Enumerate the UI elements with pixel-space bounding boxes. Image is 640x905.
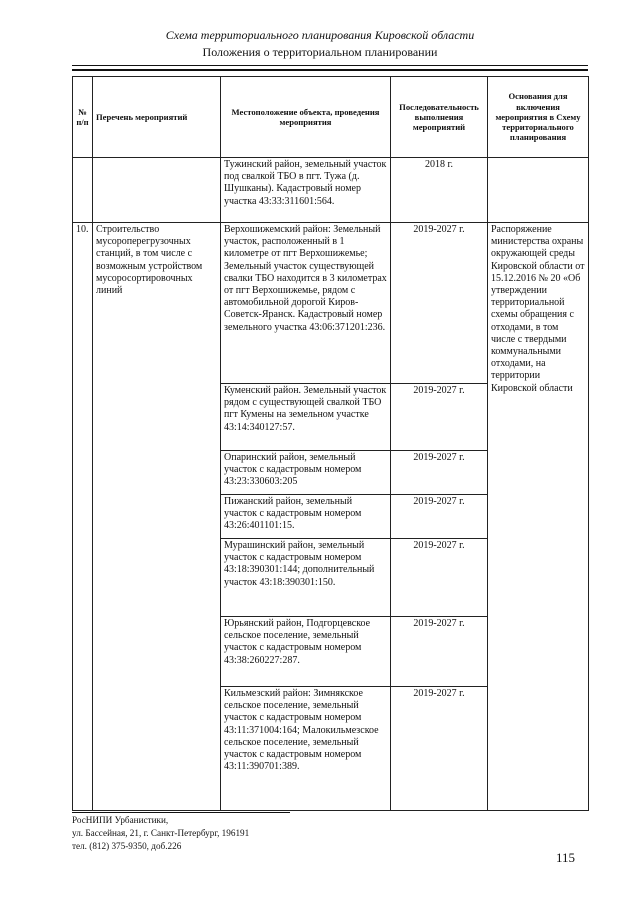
- date-cell: 2019-2027 г.: [391, 384, 488, 451]
- header-rule-thin: [72, 65, 588, 66]
- measure-empty: [93, 158, 221, 223]
- basis-cell: Распоряжение министерства охраны окружающей среды Кировской области от 15.12.2016 № 20 «Об утверждении территориальной схемы обращения с отходами, в том числе с твердыми коммунальными отходами, на территории Кировской области: [488, 223, 589, 811]
- footer-org: РосНИПИ Урбанистики,: [72, 815, 169, 825]
- table-row: [73, 223, 589, 384]
- header-rule-thick: [72, 69, 588, 71]
- date-cell: 2019-2027 г.: [391, 539, 488, 617]
- date-cell: 2019-2027 г.: [391, 617, 488, 687]
- measure-cell: Строительство мусороперегрузочных станций, в том числе с возможным устройством мусоросортировочных линий: [93, 223, 221, 811]
- location-cell: Мурашинский район, земельный участок с кадастровым номером 43:18:390301:144; дополнительный участок 43:18:390301:150.: [221, 539, 391, 617]
- location-cell: Верхошижемский район: Земельный участок, расположенный в 1 километре от пгт Верхошижемье; Земельный участок существующей свалки ТБО находится в 3 километрах от пгт Верхошижемье, рядом с автомобильной дорогой Киров-Советск-Яранск. Кадастровый номер земельного участка 43:06:371201:236.: [221, 223, 391, 384]
- document-subtitle: Положения о территориальном планировании: [202, 45, 438, 59]
- table-header-row: [73, 77, 589, 158]
- date-cell: 2018 г.: [391, 158, 488, 223]
- date-cell: 2019-2027 г.: [391, 495, 488, 539]
- location-cell: Кильмезский район: Зимнякское сельское поселение, земельный участок с кадастровым номером 43:11:371004:164; Малокильмезское сельское поселение, земельный участок с кадастровым номером 43:11:390701:389.: [221, 687, 391, 811]
- table-row: [73, 158, 589, 223]
- date-cell: 2019-2027 г.: [391, 687, 488, 811]
- header-sequence: Последовательность выполнения мероприятий: [391, 77, 488, 158]
- footer-address: ул. Бассейная, 21, г. Санкт-Петербург, 196191: [72, 828, 250, 838]
- footer-phone: тел. (812) 375-9350, доб.226: [72, 841, 182, 851]
- location-cell: Юрьянский район, Подгорцевское сельское поселение, земельный участок с кадастровым номером 43:38:260227:287.: [221, 617, 391, 687]
- header-location: Местоположение объекта, проведения мероприятия: [221, 77, 391, 158]
- basis-empty: [488, 158, 589, 223]
- measures-table: [72, 76, 589, 811]
- footer-rule: [72, 812, 290, 813]
- row-num: 10.: [73, 223, 93, 811]
- header-basis: Основания для включения мероприятия в Схему территориального планирования: [488, 77, 589, 158]
- date-cell: 2019-2027 г.: [391, 223, 488, 384]
- location-cell: Куменский район. Земельный участок рядом с существующей свалкой ТБО пгт Кумены на земельном участке 43:14:340127:57.: [221, 384, 391, 451]
- row-num-empty: [73, 158, 93, 223]
- header-measures: Перечень мероприятий: [93, 77, 221, 158]
- page-number: 115: [556, 850, 576, 865]
- document-title: Схема территориального планирования Кировской области: [165, 28, 475, 42]
- date-cell: 2019-2027 г.: [391, 451, 488, 495]
- header-num: № п/п: [73, 77, 93, 158]
- location-cell: Тужинский район, земельный участок под свалкой ТБО в пгт. Тужа (д. Шушканы). Кадастровый номер участка 43:33:311601:564.: [221, 158, 391, 223]
- location-cell: Пижанский район, земельный участок с кадастровым номером 43:26:401101:15.: [221, 495, 391, 539]
- location-cell: Опаринский район, земельный участок с кадастровым номером 43:23:330603:205: [221, 451, 391, 495]
